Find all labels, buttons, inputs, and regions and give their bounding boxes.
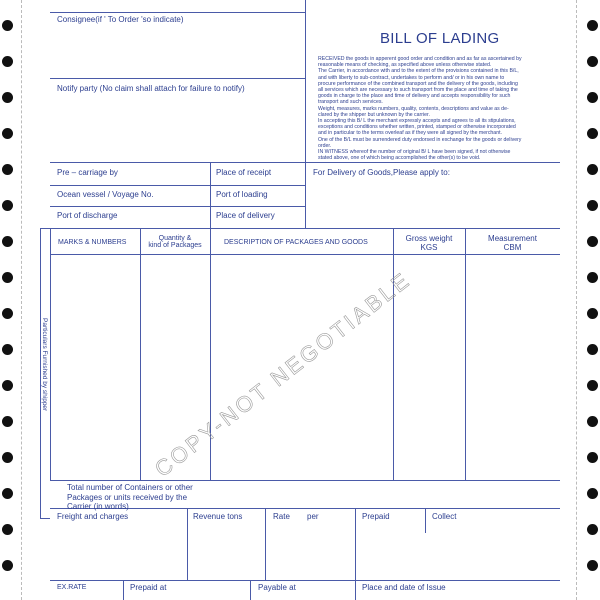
copy-not-negotiable-watermark: COPY-NOT NEGOTIABLE — [150, 266, 416, 482]
quantity-header: Quantity & kind of Packages — [148, 235, 202, 249]
perforation-hole — [587, 200, 598, 211]
terms-block: RECEIVED the goods in apperent good order and condition and as far as ascertained by reasonable means of checking, as specified above unless otherwise stated. The Carrier, in accordance with and to the extent of the provisions contained in this B/L, and with liberty to sub-contract, undertakes to perform and/ or in his own name to procure performance of the combined transport and the delivery of the goods, including all services which are necessary to such transport from the place and time of taking the goods in charge to the place and time of delivery and accepts responsibility for such transport and such services. Weight, measures, marks numbers, quality, contents, descriptions and value as de- clared by the shipper but unknown by the carrier. In accepting this B/ L the merchant expressly accepts and agrees to all its stipulations, exceptions and conditions whether written, printed, stamped or otherwise incorporated and in particular to the terms overleaf as if they were all signed by the merchant. One of the B/L must be surrendered duty endorsed in exchange for the goods or delivery order. IN WITNESS whereof the number of original B/ L have been signed, if not otherwise stated above, one of which being accomplished the other(s) to be void. — [318, 56, 522, 162]
perforation-hole — [587, 452, 598, 463]
shipper-particulars-label: Particulars Furnished by shipper — [41, 318, 48, 412]
prepaid-label: Prepaid — [362, 512, 390, 521]
perforation-hole — [2, 416, 13, 427]
consignee-label: Consignee(if ' To Order 'so indicate) — [57, 15, 184, 24]
rate-label: Rate — [273, 512, 290, 521]
perforation-hole — [587, 92, 598, 103]
perforation-hole — [2, 488, 13, 499]
perforation-hole — [2, 344, 13, 355]
payable-at-label: Payable at — [258, 583, 296, 592]
perforation-hole — [2, 272, 13, 283]
port-of-loading-label: Port of loading — [216, 190, 268, 199]
marks-numbers-header: MARKS & NUMBERS — [58, 239, 127, 246]
perforation-hole — [2, 200, 13, 211]
perforation-hole — [587, 56, 598, 67]
delivery-apply-label: For Delivery of Goods,Please apply to: — [313, 168, 450, 177]
perforation-hole — [2, 128, 13, 139]
perforation-hole — [2, 560, 13, 571]
perforation-hole — [2, 452, 13, 463]
pre-carriage-label: Pre – carriage by — [57, 168, 118, 177]
per-label: per — [307, 512, 319, 521]
tear-line-left — [21, 0, 22, 600]
gross-weight-header: Gross weight KGS — [405, 234, 453, 252]
collect-label: Collect — [432, 512, 457, 521]
perforation-hole — [587, 128, 598, 139]
perforation-hole — [2, 92, 13, 103]
ocean-vessel-label: Ocean vessel / Voyage No. — [57, 190, 154, 199]
perforation-hole — [587, 524, 598, 535]
perforation-hole — [2, 56, 13, 67]
freight-charges-label: Freight and charges — [57, 512, 129, 521]
perforation-hole — [587, 416, 598, 427]
perforation-hole — [2, 380, 13, 391]
perforation-hole — [587, 344, 598, 355]
measurement-header: Measurement CBM — [488, 234, 537, 252]
prepaid-at-label: Prepaid at — [130, 583, 167, 592]
description-header: DESCRIPTION OF PACKAGES AND GOODS — [224, 239, 368, 246]
perforation-hole — [2, 236, 13, 247]
place-date-issue-label: Place and date of Issue — [362, 583, 446, 592]
total-packages-label: Total number of Containers or other Packages or units received by the Carrier (in words) — [67, 483, 193, 511]
exrate-label: EX.RATE — [57, 584, 87, 591]
perforation-hole — [587, 488, 598, 499]
perforation-hole — [2, 20, 13, 31]
perforation-hole — [587, 560, 598, 571]
place-of-receipt-label: Place of receipt — [216, 168, 272, 177]
perforation-hole — [2, 524, 13, 535]
perforation-hole — [587, 20, 598, 31]
perforation-hole — [2, 164, 13, 175]
place-of-delivery-label: Place of delivery — [216, 211, 275, 220]
tear-line-right — [576, 0, 577, 600]
perforation-hole — [587, 236, 598, 247]
perforation-hole — [587, 164, 598, 175]
notify-party-label: Notify party (No claim shall attach for failure to notify) — [57, 84, 245, 93]
document-title: BILL OF LADING — [380, 30, 500, 47]
perforation-hole — [2, 308, 13, 319]
perforation-hole — [587, 272, 598, 283]
revenue-tons-label: Revenue tons — [193, 512, 243, 521]
port-of-discharge-label: Port of discharge — [57, 211, 118, 220]
perforation-hole — [587, 308, 598, 319]
perforation-hole — [587, 380, 598, 391]
